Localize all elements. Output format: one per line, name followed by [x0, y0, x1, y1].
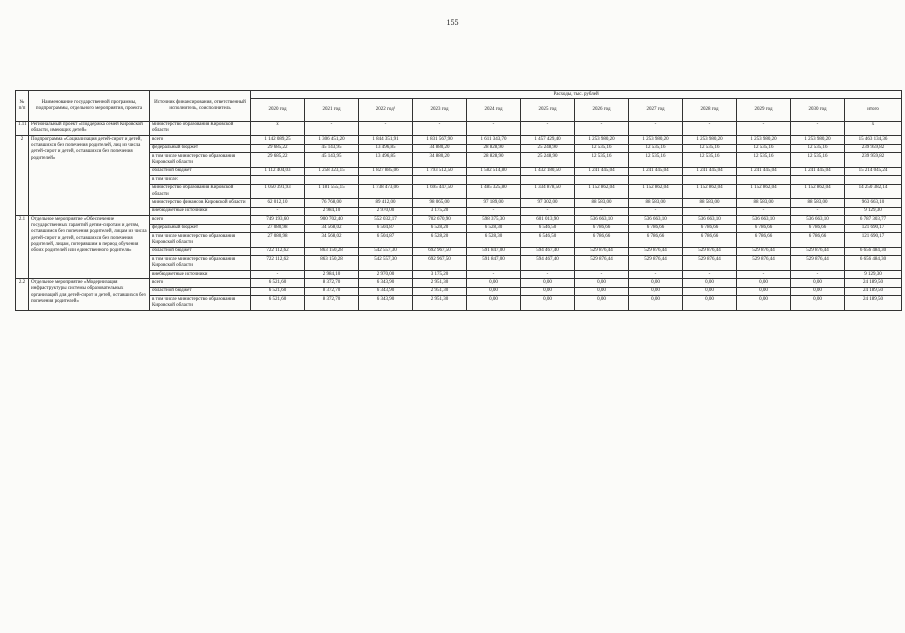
total-cell: 121 690,17 — [845, 233, 902, 248]
value-cell: 536 663,10 — [629, 216, 683, 224]
value-cell: 542 557,30 — [359, 247, 413, 255]
row-number: 2.1 — [16, 216, 29, 279]
table-row — [16, 216, 902, 224]
value-cell: 1 241 445,04 — [683, 167, 737, 175]
value-cell: 45 143,95 — [305, 153, 359, 168]
header-year: 2028 год — [683, 99, 737, 121]
value-cell: 12 535,16 — [575, 144, 629, 152]
value-cell: 88 583,00 — [629, 199, 683, 207]
value-cell: 1 611 343,70 — [467, 136, 521, 144]
value-cell: 1 582 514,80 — [467, 167, 521, 175]
value-cell: - — [791, 271, 845, 279]
value-cell: - — [359, 121, 413, 136]
total-cell: 239 959,82 — [845, 153, 902, 168]
value-cell: 0,00 — [575, 296, 629, 311]
value-cell: 6 343,90 — [359, 279, 413, 287]
value-cell: 6 521,60 — [251, 296, 305, 311]
value-cell: 34 568,02 — [305, 224, 359, 232]
value-cell: 6 786,66 — [683, 224, 737, 232]
value-cell: - — [737, 271, 791, 279]
value-cell: 28 828,90 — [467, 144, 521, 152]
funding-source: всего — [150, 279, 251, 287]
value-cell: 25 248,90 — [521, 144, 575, 152]
value-cell: 27 080,98 — [251, 233, 305, 248]
header-year: 2027 год — [629, 99, 683, 121]
total-cell: 24 189,50 — [845, 296, 902, 311]
value-cell: 529 876,44 — [791, 247, 845, 255]
value-cell: 6 786,66 — [683, 233, 737, 248]
value-cell: - — [575, 207, 629, 215]
value-cell: - — [629, 207, 683, 215]
value-cell: 0,00 — [737, 296, 791, 311]
funding-source: в том числе министерство образования Кировской области — [150, 256, 251, 271]
value-cell: 722 112,62 — [251, 247, 305, 255]
header-year: 2024 год — [467, 99, 521, 121]
value-cell: - — [791, 121, 845, 136]
value-cell: 1 253 980,20 — [683, 136, 737, 144]
value-cell: 601 013,90 — [521, 216, 575, 224]
table-row — [16, 136, 902, 144]
value-cell: - — [251, 207, 305, 215]
value-cell: 1 258 323,15 — [305, 167, 359, 175]
header-name: Наименование государственной программы, подпрограммы, отдельного мероприятия, проекта — [29, 91, 150, 122]
value-cell: 0,00 — [467, 279, 521, 287]
header-source: Источник финансирования, ответственный исполнитель, соисполнитель — [150, 91, 251, 122]
total-cell: 121 690,17 — [845, 224, 902, 232]
value-cell: 6 786,66 — [791, 224, 845, 232]
value-cell: 529 876,44 — [575, 256, 629, 271]
value-cell: 29 685,22 — [251, 153, 305, 168]
value-cell: - — [467, 121, 521, 136]
program-name: Региональный проект «Поддержка семей Кировской области, имеющих детей» — [29, 121, 150, 136]
funding-source: министерство образования Кировской области — [150, 184, 251, 199]
value-cell — [629, 176, 683, 184]
value-cell: 12 535,16 — [629, 144, 683, 152]
value-cell: 542 557,30 — [359, 256, 413, 271]
value-cell: 8 372,70 — [305, 279, 359, 287]
budget-table — [15, 90, 902, 311]
value-cell: 536 663,10 — [737, 216, 791, 224]
value-cell: 2 970,00 — [359, 271, 413, 279]
funding-source: министерство образования Кировской области — [150, 121, 251, 136]
total-cell: 24 189,50 — [845, 279, 902, 287]
value-cell: 1 152 862,04 — [683, 184, 737, 199]
value-cell: 0,00 — [575, 287, 629, 295]
header-expenses: Расходы, тыс. рублей — [251, 91, 902, 99]
value-cell: 529 876,44 — [737, 256, 791, 271]
value-cell: 12 535,16 — [737, 144, 791, 152]
value-cell: 1 827 885,06 — [359, 167, 413, 175]
value-cell: 1 485 325,80 — [467, 184, 521, 199]
value-cell: 1 050 391,93 — [251, 184, 305, 199]
value-cell: 6 343,90 — [359, 287, 413, 295]
value-cell: 0,00 — [683, 279, 737, 287]
value-cell: 536 663,10 — [791, 216, 845, 224]
value-cell: 1 695 447,50 — [413, 184, 467, 199]
value-cell: - — [467, 207, 521, 215]
value-cell: 88 583,00 — [575, 199, 629, 207]
value-cell: - — [521, 271, 575, 279]
program-name: Отдельное мероприятие «Обеспечение государственных гарантий детям-сиротам и детям, оставшимся без попечения родителей, лицам из числа детей-сирот и детей, оставшихся без попечения родителей, лицам, потерявшим в период обучения обоих родителей или единственного родителя» — [29, 216, 150, 279]
value-cell: 2 970,00 — [359, 207, 413, 215]
value-cell: 45 143,95 — [305, 144, 359, 152]
value-cell: 1 831 567,90 — [413, 136, 467, 144]
value-cell: 0,00 — [629, 287, 683, 295]
total-cell: 9 129,30 — [845, 271, 902, 279]
value-cell: 1 152 862,04 — [737, 184, 791, 199]
value-cell: 1 253 980,20 — [629, 136, 683, 144]
value-cell: 529 876,44 — [629, 256, 683, 271]
row-number: 2.2 — [16, 279, 29, 311]
value-cell: - — [737, 121, 791, 136]
value-cell: 34 568,02 — [305, 233, 359, 248]
value-cell: 0,00 — [683, 296, 737, 311]
page-number: 155 — [446, 18, 459, 27]
program-name: Отдельное мероприятие «Модернизация инфраструктуры системы образовательных организаций для детей-сирот и детей, оставшихся без попечения родителей» — [29, 279, 150, 311]
value-cell: 863 150,28 — [305, 247, 359, 255]
funding-source: министерство финансов Кировской области — [150, 199, 251, 207]
total-cell: 239 959,82 — [845, 144, 902, 152]
funding-source: всего — [150, 216, 251, 224]
value-cell: 12 535,16 — [575, 153, 629, 168]
value-cell — [575, 176, 629, 184]
program-name: Подпрограмма «Социализация детей-сирот и детей, оставшихся без попечения родителей, лиц из числа детей-сирот и детей, оставшихся без попечения родителей» — [29, 136, 150, 216]
value-cell — [251, 176, 305, 184]
funding-source: областной бюджет — [150, 247, 251, 255]
value-cell: 1 793 512,50 — [413, 167, 467, 175]
table-row — [16, 279, 902, 287]
value-cell: 6 786,66 — [575, 224, 629, 232]
value-cell: 1 306 451,20 — [305, 136, 359, 144]
value-cell: 6 504,87 — [359, 224, 413, 232]
value-cell: 1 334 878,50 — [521, 184, 575, 199]
value-cell: 594 467,40 — [521, 256, 575, 271]
value-cell: 0,00 — [791, 296, 845, 311]
value-cell: 529 876,44 — [629, 247, 683, 255]
value-cell: 529 876,44 — [575, 247, 629, 255]
value-cell: 12 535,16 — [629, 153, 683, 168]
funding-source: областной бюджет — [150, 167, 251, 175]
value-cell: 34 880,20 — [413, 153, 467, 168]
funding-source: в том числе: — [150, 176, 251, 184]
value-cell: 1 181 555,15 — [305, 184, 359, 199]
value-cell: 0,00 — [683, 287, 737, 295]
value-cell: 2 951,30 — [413, 287, 467, 295]
value-cell: 12 535,16 — [683, 144, 737, 152]
value-cell: 6 528,20 — [413, 224, 467, 232]
value-cell: 6 786,66 — [575, 233, 629, 248]
value-cell — [737, 176, 791, 184]
value-cell: 97 302,00 — [521, 199, 575, 207]
value-cell: 0,00 — [791, 279, 845, 287]
value-cell: - — [629, 271, 683, 279]
value-cell: 6 521,60 — [251, 287, 305, 295]
value-cell: 1 241 445,04 — [629, 167, 683, 175]
value-cell: 1 457 429,40 — [521, 136, 575, 144]
value-cell: 28 828,90 — [467, 153, 521, 168]
funding-source: всего — [150, 136, 251, 144]
value-cell: - — [683, 121, 737, 136]
value-cell: 6 786,66 — [737, 224, 791, 232]
row-number: 2 — [16, 136, 29, 216]
value-cell: 529 876,44 — [683, 247, 737, 255]
value-cell: 6 546,50 — [521, 224, 575, 232]
value-cell: 34 880,20 — [413, 144, 467, 152]
funding-source: в том числе министерство образования Кировской области — [150, 153, 251, 168]
value-cell: 692 967,50 — [413, 256, 467, 271]
total-cell — [845, 176, 902, 184]
value-cell: 1 253 980,20 — [737, 136, 791, 144]
value-cell: 8 372,70 — [305, 287, 359, 295]
value-cell: 76 768,00 — [305, 199, 359, 207]
value-cell: - — [737, 207, 791, 215]
total-cell: 15 463 134,36 — [845, 136, 902, 144]
value-cell: 88 583,00 — [791, 199, 845, 207]
total-cell: 15 214 045,24 — [845, 167, 902, 175]
value-cell: 1 241 445,04 — [575, 167, 629, 175]
value-cell: 88 583,00 — [683, 199, 737, 207]
value-cell: 0,00 — [629, 296, 683, 311]
funding-source: в том числе министерство образования Кировской области — [150, 233, 251, 248]
funding-source: областной бюджет — [150, 287, 251, 295]
value-cell — [521, 176, 575, 184]
funding-source: внебюджетные источники — [150, 271, 251, 279]
value-cell: 12 535,16 — [791, 144, 845, 152]
value-cell: 0,00 — [521, 279, 575, 287]
header-row-1 — [16, 91, 902, 99]
value-cell: 6 528,30 — [467, 224, 521, 232]
value-cell: 6 786,66 — [629, 233, 683, 248]
value-cell: - — [575, 121, 629, 136]
value-cell: 6 528,30 — [467, 233, 521, 248]
value-cell: - — [683, 271, 737, 279]
value-cell: 529 876,44 — [737, 247, 791, 255]
value-cell: х — [251, 121, 305, 136]
value-cell: - — [575, 271, 629, 279]
funding-source: в том числе министерство образования Кировской области — [150, 296, 251, 311]
value-cell: 0,00 — [521, 287, 575, 295]
value-cell: 13 496,85 — [359, 144, 413, 152]
value-cell: 1 253 980,20 — [791, 136, 845, 144]
total-cell: 14 250 382,14 — [845, 184, 902, 199]
value-cell: 3 175,20 — [413, 207, 467, 215]
value-cell: 0,00 — [467, 296, 521, 311]
value-cell: 552 032,17 — [359, 216, 413, 224]
value-cell: 6 521,60 — [251, 279, 305, 287]
value-cell: - — [521, 207, 575, 215]
header-year: 2025 год — [521, 99, 575, 121]
value-cell: 3 175,20 — [413, 271, 467, 279]
value-cell: 702 670,90 — [413, 216, 467, 224]
total-cell: 24 189,50 — [845, 287, 902, 295]
value-cell: 692 967,50 — [413, 247, 467, 255]
value-cell: 1 112 404,03 — [251, 167, 305, 175]
value-cell: - — [521, 121, 575, 136]
value-cell: 0,00 — [737, 279, 791, 287]
value-cell: - — [467, 271, 521, 279]
value-cell: - — [629, 121, 683, 136]
value-cell: 97 189,00 — [467, 199, 521, 207]
value-cell: 98 065,00 — [413, 199, 467, 207]
value-cell: 62 012,10 — [251, 199, 305, 207]
value-cell: 0,00 — [575, 279, 629, 287]
value-cell: 591 847,00 — [467, 256, 521, 271]
funding-source: федеральный бюджет — [150, 224, 251, 232]
value-cell — [305, 176, 359, 184]
value-cell: 0,00 — [737, 287, 791, 295]
header-year: 2026 год — [575, 99, 629, 121]
value-cell: - — [413, 121, 467, 136]
value-cell — [359, 176, 413, 184]
value-cell: 0,00 — [521, 296, 575, 311]
header-year: 2021 год — [305, 99, 359, 121]
header-year: итого — [845, 99, 902, 121]
value-cell: 0,00 — [791, 287, 845, 295]
value-cell: 8 372,70 — [305, 296, 359, 311]
header-num: № п/п — [16, 91, 29, 122]
value-cell: 722 112,62 — [251, 256, 305, 271]
value-cell: 6 546,50 — [521, 233, 575, 248]
value-cell: 6 343,90 — [359, 296, 413, 311]
total-cell: 9 129,30 — [845, 207, 902, 215]
value-cell: 88 583,00 — [737, 199, 791, 207]
value-cell: 6 528,20 — [413, 233, 467, 248]
value-cell: 6 786,66 — [737, 233, 791, 248]
value-cell: 598 375,30 — [467, 216, 521, 224]
total-cell: 6 656 484,30 — [845, 247, 902, 255]
value-cell: 2 951,30 — [413, 296, 467, 311]
total-cell: х — [845, 121, 902, 136]
value-cell: 536 663,10 — [683, 216, 737, 224]
header-year: 2022 год¹ — [359, 99, 413, 121]
value-cell: 1 253 980,20 — [575, 136, 629, 144]
value-cell: 863 150,28 — [305, 256, 359, 271]
table-body — [16, 121, 902, 310]
total-cell: 6 656 484,30 — [845, 256, 902, 271]
value-cell: 1 142 089,25 — [251, 136, 305, 144]
value-cell: 1 432 180,50 — [521, 167, 575, 175]
header-year: 2023 год — [413, 99, 467, 121]
value-cell — [467, 176, 521, 184]
value-cell: 529 876,44 — [683, 256, 737, 271]
header-year: 2030 год — [791, 99, 845, 121]
value-cell: 89 412,00 — [359, 199, 413, 207]
value-cell: 12 535,16 — [791, 153, 845, 168]
table-row — [16, 121, 902, 136]
value-cell: 2 984,10 — [305, 207, 359, 215]
value-cell: 1 152 862,04 — [575, 184, 629, 199]
header-year: 2029 год — [737, 99, 791, 121]
value-cell: 594 467,40 — [521, 247, 575, 255]
value-cell: 6 504,87 — [359, 233, 413, 248]
header-year: 2020 год — [251, 99, 305, 121]
value-cell: 900 702,40 — [305, 216, 359, 224]
value-cell: 1 241 445,04 — [737, 167, 791, 175]
value-cell: 1 152 862,04 — [791, 184, 845, 199]
value-cell: 6 786,66 — [791, 233, 845, 248]
value-cell: 1 738 473,06 — [359, 184, 413, 199]
total-cell: 963 663,10 — [845, 199, 902, 207]
value-cell: - — [251, 271, 305, 279]
funding-source: внебюджетные источники — [150, 207, 251, 215]
value-cell: 13 496,85 — [359, 153, 413, 168]
value-cell — [413, 176, 467, 184]
value-cell: - — [791, 207, 845, 215]
value-cell — [683, 176, 737, 184]
value-cell: - — [305, 121, 359, 136]
funding-source: федеральный бюджет — [150, 144, 251, 152]
value-cell: 1 152 862,04 — [629, 184, 683, 199]
value-cell: 0,00 — [629, 279, 683, 287]
total-cell: 6 787 303,77 — [845, 216, 902, 224]
value-cell: 12 535,16 — [683, 153, 737, 168]
value-cell: 591 847,00 — [467, 247, 521, 255]
value-cell: 2 951,30 — [413, 279, 467, 287]
value-cell: 749 193,60 — [251, 216, 305, 224]
value-cell: 6 786,66 — [629, 224, 683, 232]
value-cell: 12 535,16 — [737, 153, 791, 168]
value-cell: 1 241 445,04 — [791, 167, 845, 175]
value-cell: 1 844 351,91 — [359, 136, 413, 144]
value-cell: 29 685,22 — [251, 144, 305, 152]
value-cell: 529 876,44 — [791, 256, 845, 271]
row-number: 1.11 — [16, 121, 29, 136]
value-cell: 2 984,10 — [305, 271, 359, 279]
value-cell — [791, 176, 845, 184]
value-cell: 25 248,90 — [521, 153, 575, 168]
value-cell: - — [683, 207, 737, 215]
value-cell: 536 663,10 — [575, 216, 629, 224]
value-cell: 0,00 — [467, 287, 521, 295]
value-cell: 27 080,98 — [251, 224, 305, 232]
